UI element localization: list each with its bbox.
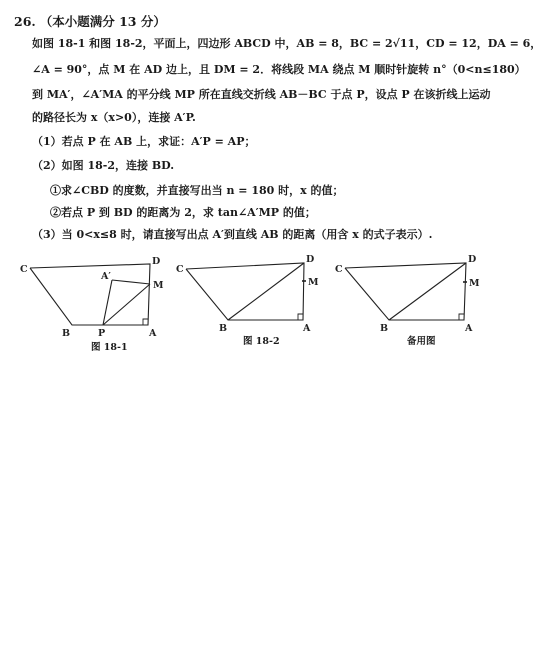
- fig3-quadrilateral: [345, 263, 466, 320]
- fig1-right-angle: [143, 319, 148, 325]
- fig1-label-B: B: [62, 328, 71, 339]
- fig2-segment-BD: [228, 263, 304, 320]
- fig1-label-C: C: [20, 264, 28, 275]
- figure-18-1: [30, 264, 150, 325]
- statement-line-3: 到 MA′，∠A′MA 的平分线 MP 所在直线交折线 AB－BC 于点 P，设点 P 在该折线上运动: [32, 88, 491, 101]
- fig1-segment-MAprime: [112, 280, 150, 284]
- part-2-sub-1: ①求∠CBD 的度数，并直接写出当 n = 180 时，x 的值；: [50, 184, 344, 197]
- fig2-quadrilateral: [186, 263, 304, 320]
- question-number: 26.: [14, 14, 36, 29]
- fig3-label-B: B: [380, 323, 389, 334]
- fig1-quadrilateral: [30, 264, 150, 325]
- statement-line-4: 的路径长为 x（x>0），连接 A′P.: [32, 111, 196, 124]
- question-header: [14, 12, 166, 30]
- part-3: （3）当 0<x≤8 时，请直接写出点 A′到直线 AB 的距离（用含 x 的式子表示）.: [32, 228, 433, 241]
- fig1-label-P: P: [98, 328, 106, 339]
- fig2-label-C: C: [176, 264, 184, 275]
- fig3-label-C: C: [335, 264, 343, 275]
- statement-line-2: ∠A = 90°，点 M 在 AD 边上，且 DM = 2．将线段 MA 绕点 M 顺时针旋转 n°（0<n≤180）: [32, 63, 526, 76]
- part-2-sub-2: ②若点 P 到 BD 的距离为 2，求 tan∠A′MP 的值；: [50, 206, 316, 219]
- part-2: （2）如图 18-2，连接 BD.: [32, 159, 175, 172]
- fig3-label-A: A: [465, 323, 473, 334]
- fig3-label-M: M: [469, 278, 480, 289]
- question-score: （本小题满分 13 分）: [39, 14, 166, 29]
- fig2-label-D: D: [306, 254, 315, 265]
- part-1: （1）若点 P 在 AB 上，求证：A′P = AP；: [32, 135, 256, 148]
- fig1-label-Aprime: A′: [101, 271, 111, 282]
- fig1-label-A: A: [149, 328, 157, 339]
- figure-backup: [345, 263, 467, 320]
- fig1-label-M: M: [153, 280, 164, 291]
- fig2-label-M: M: [308, 277, 319, 288]
- fig3-right-angle: [459, 314, 464, 320]
- figure-backup-caption: 备用图: [407, 336, 436, 347]
- figure-18-2-caption: 图 18-2: [243, 336, 280, 347]
- fig2-right-angle: [298, 314, 303, 320]
- fig1-label-D: D: [152, 256, 161, 267]
- figure-18-1-caption: 图 18-1: [91, 342, 128, 353]
- fig3-label-D: D: [468, 254, 477, 265]
- fig3-segment-BD: [389, 263, 466, 320]
- figure-18-2: [186, 263, 306, 320]
- statement-line-1: 如图 18-1 和图 18-2，平面上，四边形 ABCD 中，AB = 8，BC = 2√11，CD = 12，DA = 6，: [32, 37, 542, 50]
- fig2-label-B: B: [219, 323, 228, 334]
- fig2-label-A: A: [303, 323, 311, 334]
